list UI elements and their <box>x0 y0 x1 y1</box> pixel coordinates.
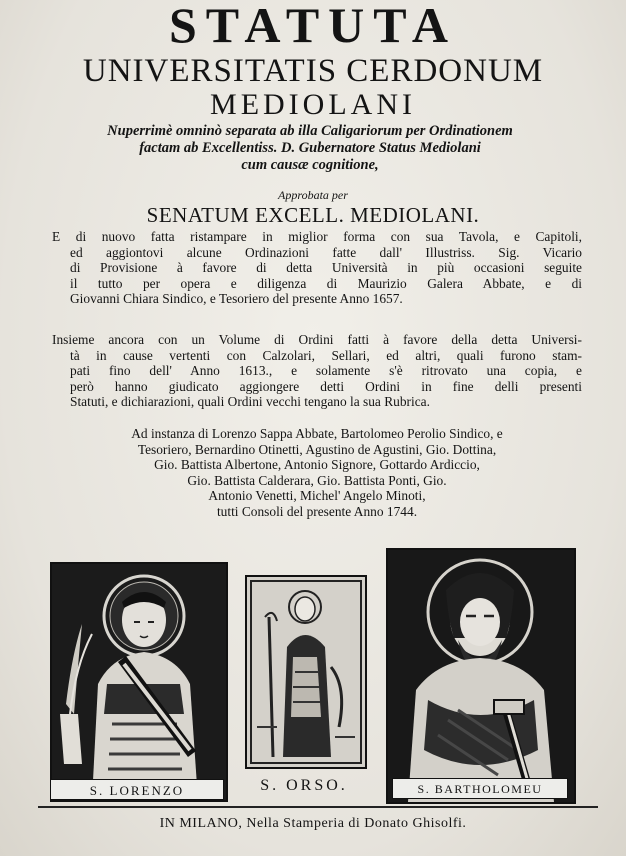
approbata-text: Approbata per <box>278 188 348 202</box>
paragraph-line: Statuti, e dichiarazioni, quali Ordini vecchi tengano la sua Rubrica. <box>70 394 430 409</box>
paragraph-line: tutti Consoli del presente Anno 1744. <box>216 503 418 519</box>
printer-imprint: IN MILANO, Nella Stamperia di Donato Ghisolfi. <box>159 816 467 831</box>
paragraph-consuls <box>52 426 582 519</box>
paragraph-line: il tutto per opera e diligenza di Maurizio Galera Abbate, e di <box>70 275 582 291</box>
paragraph-line: però hanno giudicato aggiongere detti Ordini in fine delli presenti <box>70 378 582 394</box>
page-title: STATUTA <box>168 0 458 53</box>
paragraph-line: pati fino dell' Anno 1613., e solamente s'è ritrovato una copia, e <box>70 363 582 378</box>
subtitle-line: Nuperrimè omninò separata ab illa Caligariorum per Ordinationem <box>107 123 513 139</box>
woodcut-saint-orso <box>245 575 367 769</box>
subtitle-line: cum causæ cognitione, <box>241 157 379 173</box>
caption-lorenzo: S. LORENZO <box>50 779 224 800</box>
title-line-2: UNIVERSITATIS CERDONUM <box>82 53 544 89</box>
paragraph-line: E di nuovo fatta ristampare in miglior forma con sua Tavola, e Capitoli, <box>52 229 582 244</box>
paragraph-line: Gio. Battista Albertone, Antonio Signore, Gottardo Ardiccio, <box>154 457 480 472</box>
paragraph-line: Tesoriero, Bernardino Otinetti, Agustino de Agustini, Gio. Dottina, <box>137 441 497 457</box>
saint-bartholomew-illustration <box>388 550 574 802</box>
paragraph-line: Antonio Venetti, Michel' Angelo Minoti, <box>208 488 426 503</box>
paragraph-reprint <box>52 229 582 307</box>
woodcut-saint-lorenzo <box>50 562 228 802</box>
paragraph-line: di Provisione à favore di detta Università in più occasioni seguite <box>70 260 582 275</box>
subtitle-line: factam ab Excellentiss. D. Gubernatore Status Mediolani <box>139 140 481 156</box>
subtitle-italic <box>40 123 580 174</box>
paragraph-line: ed aggiontovi alcune Ordinazioni fatte dall' Illustriss. Sig. Vicario <box>70 244 582 260</box>
paragraph-line: Gio. Battista Calderara, Gio. Battista Ponti, Gio. <box>187 472 447 488</box>
saint-lorenzo-illustration <box>52 564 226 800</box>
paragraph-line: Insieme ancora con un Volume di Ordini fatti à favore della detta Universi- <box>52 332 582 347</box>
saint-orso-illustration <box>247 577 365 767</box>
paragraph-line: Giovanni Chiara Sindico, e Tesoriero del presente Anno 1657. <box>70 291 403 306</box>
caption-orso: S. ORSO. <box>260 777 348 794</box>
caption-bartholomew: S. BARTHOLOMEU <box>392 778 568 799</box>
title-line-3: MEDIOLANI <box>210 88 416 121</box>
divider-rule <box>38 806 598 808</box>
paragraph-line: Ad instanza di Lorenzo Sappa Abbate, Bartolomeo Perolio Sindico, e <box>131 426 503 441</box>
senatum-heading: SENATUM EXCELL. MEDIOLANI. <box>146 203 480 227</box>
woodcut-saint-bartholomew <box>386 548 576 804</box>
paragraph-orders <box>52 332 582 410</box>
paragraph-line: tà in cause vertenti con Calzolari, Sellari, ed altri, quali furono stam- <box>70 347 582 363</box>
